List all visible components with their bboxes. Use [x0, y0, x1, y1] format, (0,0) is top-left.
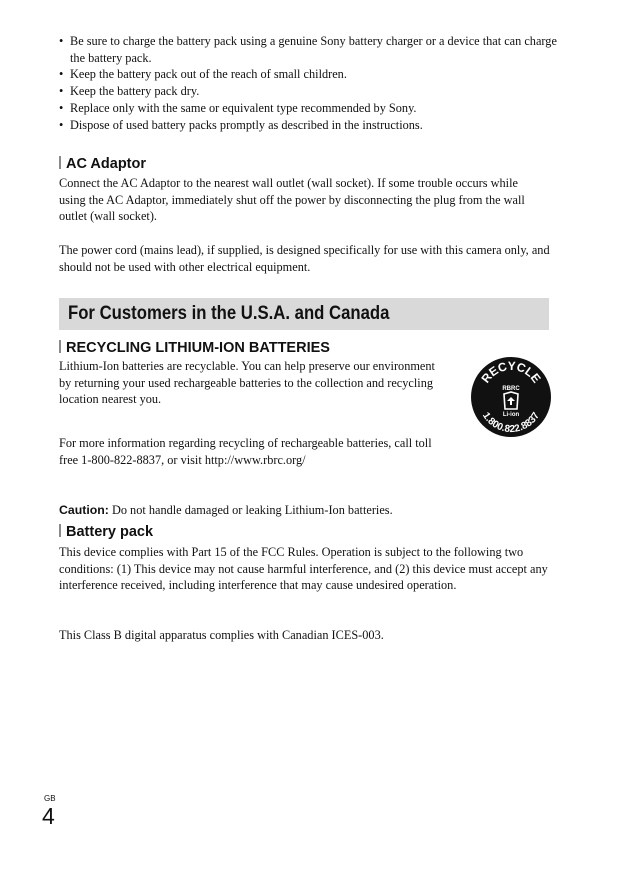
logo-org-text: RBRC	[502, 386, 520, 392]
list-item: • Dispose of used battery packs promptly as described in the instructions.	[59, 117, 423, 132]
recycling-paragraph-1: Lithium-Ion batteries are recyclable. You can help preserve our environment by returning your used rechargeable batteries to the collection and recycling location nearest you.	[59, 359, 435, 407]
region-banner	[59, 298, 549, 330]
battery-pack-heading: Battery pack	[59, 523, 153, 541]
logo-chem-text: Li-ion	[502, 412, 520, 418]
bullet-icon: •	[59, 34, 64, 48]
ac-adaptor-paragraph-2: The power cord (mains lead), if supplied, is designed specifically for use with this camera only, and should not be used with other electrical equipment.	[59, 243, 550, 274]
caution-text: Do not handle damaged or leaking Lithium-Ion batteries.	[111, 503, 393, 517]
safety-bullet-list	[59, 33, 559, 133]
list-item: • Keep the battery pack out of the reach of small children.	[59, 67, 347, 82]
heading-bar-icon	[59, 156, 61, 169]
banner-title: For Customers in the U.S.A. and Canada	[68, 303, 390, 324]
list-item: • Keep the battery pack dry.	[59, 84, 200, 99]
logo-top-text: RECYCLE	[478, 358, 544, 386]
recycling-paragraph-2: For more information regarding recycling of rechargeable batteries, call toll free 1-800-822-8837, or visit http://www.rbrc.org/	[59, 436, 432, 467]
rbrc-recycle-logo-icon	[470, 356, 552, 438]
bullet-icon: •	[59, 67, 64, 82]
caution-note	[59, 502, 549, 519]
battery-pack-paragraph-1: This device complies with Part 15 of the FCC Rules. Operation is subject to the following two conditions: (1) This device may not cause harmful interference, and (2) this device must accept any interference received, including interference that may cause undesired operation.	[59, 545, 548, 593]
bullet-icon: •	[59, 117, 64, 132]
recycling-heading: RECYCLING LITHIUM-ION BATTERIES	[59, 339, 330, 357]
caution-label: Caution:	[59, 503, 109, 517]
heading-bar-icon	[59, 340, 61, 353]
page-number: 4	[42, 803, 55, 829]
list-item: • Be sure to charge the battery pack using a genuine Sony battery charger or a device that can charge the battery pack.	[59, 34, 557, 65]
battery-pack-paragraph-2: This Class B digital apparatus complies with Canadian ICES-003.	[59, 628, 384, 642]
logo-phone-text: 1.800.822.8837	[480, 410, 542, 436]
bullet-icon: •	[59, 100, 64, 115]
bullet-icon: •	[59, 84, 64, 99]
ac-adaptor-paragraph-1: Connect the AC Adaptor to the nearest wall outlet (wall socket). If some trouble occurs while using the AC Adaptor, immediately shut off the power by disconnecting the plug from the wall outlet (wall socket).	[59, 176, 525, 224]
heading-bar-icon	[59, 524, 61, 537]
region-code: GB	[44, 794, 56, 803]
list-item: • Replace only with the same or equivalent type recommended by Sony.	[59, 100, 417, 115]
ac-adaptor-heading: AC Adaptor	[59, 155, 146, 173]
